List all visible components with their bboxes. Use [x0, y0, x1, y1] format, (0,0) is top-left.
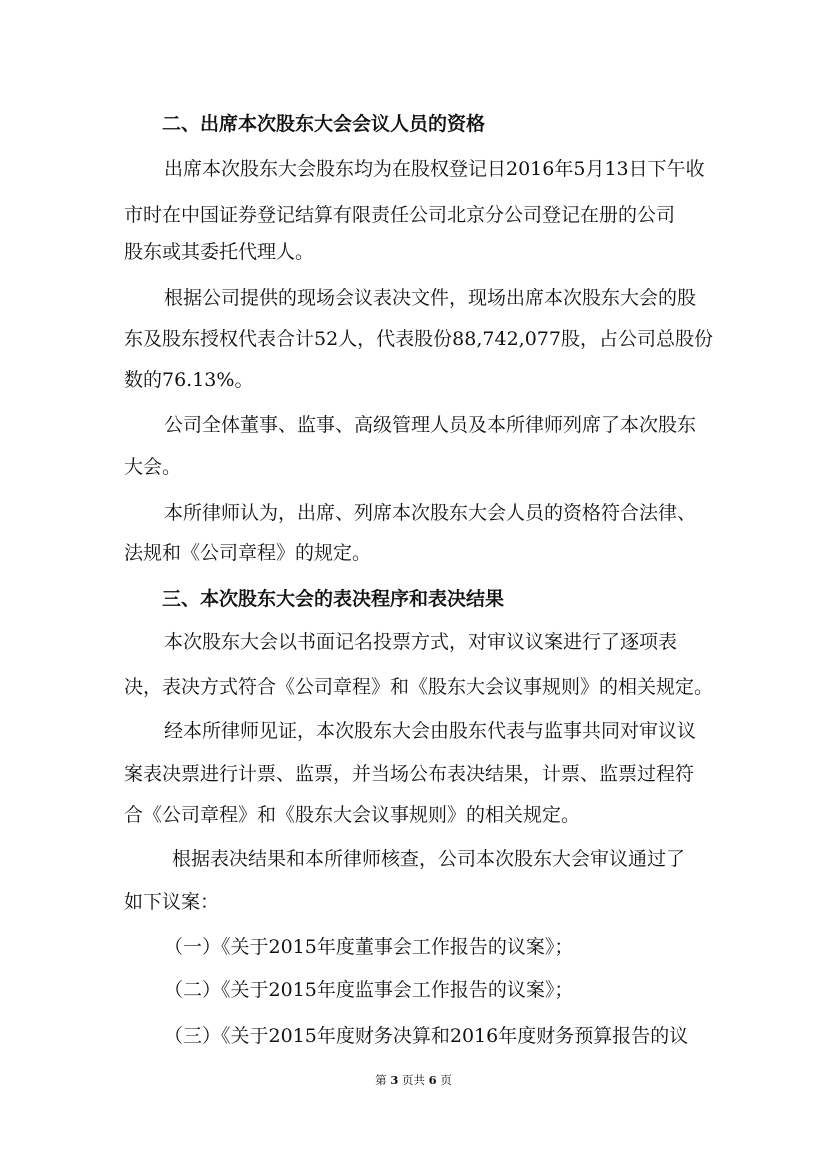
total-pages: 6 [428, 1073, 437, 1087]
paragraph-line: 本所律师认为，出席、列席本次股东大会人员的资格符合法律、 [164, 502, 697, 524]
paragraph-line: 合《公司章程》和《股东大会议事规则》的相关规定。 [124, 804, 581, 826]
page-number: 3 [390, 1073, 399, 1087]
paragraph-line: 市时在中国证券登记结算有限责任公司北京分公司登记在册的公司 [124, 204, 676, 226]
paragraph-line: 如下议案： [124, 891, 220, 913]
paragraph-line: 出席本次股东大会股东均为在股权登记日2016年5月13日下午收 [164, 158, 705, 180]
section-2-heading: 二、出席本次股东大会会议人员的资格 [162, 113, 486, 135]
paragraph-line: 案表决票进行计票、监票，并当场公布表决结果，计票、监票过程符 [124, 763, 695, 785]
paragraph-line: 经本所律师见证，本次股东大会由股东代表与监事共同对审议议 [164, 720, 697, 742]
footer-suffix: 页 [440, 1073, 452, 1087]
footer-prefix: 第 [375, 1073, 387, 1087]
page-footer [0, 1072, 827, 1088]
paragraph-line: 根据表决结果和本所律师核查，公司本次股东大会审议通过了 [172, 848, 686, 870]
motion-item: （一）《关于2015年度董事会工作报告的议案》； [164, 936, 574, 958]
paragraph-line: 大会。 [124, 456, 182, 478]
footer-middle: 页共 [402, 1073, 425, 1087]
motion-item: （三）《关于2015年度财务决算和2016年度财务预算报告的议 [164, 1025, 689, 1047]
paragraph-line: 数的76.13%。 [124, 369, 254, 391]
paragraph-line: 法规和《公司章程》的规定。 [124, 542, 372, 564]
paragraph-line: 本次股东大会以书面记名投票方式，对审议议案进行了逐项表 [164, 631, 678, 653]
motion-item: （二）《关于2015年度监事会工作报告的议案》； [164, 979, 574, 1001]
paragraph-line: 东及股东授权代表合计52人，代表股份88,742,077股，占公司总股份 [124, 328, 713, 350]
paragraph-line: 决，表决方式符合《公司章程》和《股东大会议事规则》的相关规定。 [124, 676, 714, 698]
section-3-heading: 三、本次股东大会的表决程序和表决结果 [162, 588, 505, 610]
paragraph-line: 股东或其委托代理人。 [124, 241, 315, 263]
paragraph-line: 根据公司提供的现场会议表决文件，现场出席本次股东大会的股 [164, 287, 697, 309]
paragraph-line: 公司全体董事、监事、高级管理人员及本所律师列席了本次股东 [164, 414, 697, 436]
